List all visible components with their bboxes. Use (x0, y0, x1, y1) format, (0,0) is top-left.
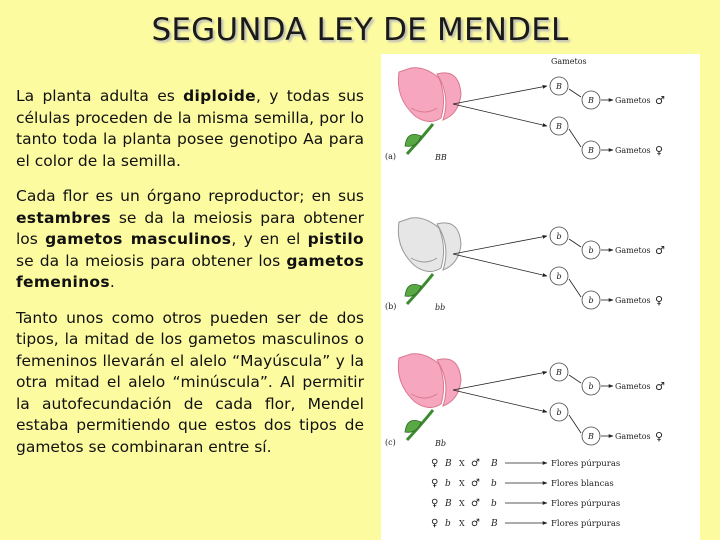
mendel-figure (381, 54, 700, 540)
gamete-circle-label: B (556, 368, 562, 377)
paragraph-3: Tanto unos como otros pueden ser de dos tipos, la mitad de los gametos masculinos o femeninos llevarán el alelo “Mayúscula” y la otra mitad el alelo “minúscula”. Al permitir la autofecundación de cada flor, Mendel estaba permitiendo que estos dos tipos de gametos se combinaran entre sí. (16, 308, 364, 456)
cross-female-allele: b (445, 519, 451, 529)
panel-label: (b) (385, 302, 397, 311)
figure-svg (381, 54, 700, 540)
gamete-circle-label: b (556, 408, 562, 417)
allele-label: B (588, 146, 594, 155)
cross-male-allele: b (491, 479, 497, 489)
leaf (405, 420, 421, 432)
cross-result: Flores púrpuras (551, 459, 621, 469)
gametes-word: Gametos (615, 246, 651, 255)
leaf (405, 284, 421, 296)
text-run: , y todas sus células proceden de la misma semilla, por lo tanto toda la planta posee genotipo Aa para el color de la semilla. (16, 87, 364, 170)
genotype-label: Bb (435, 439, 446, 448)
allele-label: B (588, 96, 594, 105)
male-icon: ♂ (471, 518, 480, 529)
text-run: La planta adulta es (16, 87, 184, 105)
cross-male-allele: B (491, 459, 498, 469)
female-icon: ♀ (431, 458, 439, 469)
gametes-word: Gametos (615, 96, 651, 105)
arrow-line (569, 129, 581, 147)
cross-x-label: X (459, 499, 465, 508)
allele-label: b (588, 246, 594, 255)
term-gametos-masculinos: gametos masculinos (45, 230, 232, 248)
cross-male-allele: B (491, 519, 498, 529)
term-estambres: estambres (16, 208, 111, 227)
text-column (16, 86, 364, 472)
slide-title: SEGUNDA LEY DE MENDEL (151, 12, 569, 48)
arrow-line (569, 239, 581, 247)
male-icon: ♂ (471, 498, 480, 509)
text-run: . (109, 273, 115, 291)
flower-petal (398, 218, 443, 272)
arrow-to-circle (453, 86, 547, 104)
male-icon: ♂ (471, 478, 480, 489)
cross-female-allele: b (445, 479, 451, 489)
cross-male-allele: b (491, 499, 497, 509)
genotype-label: BB (435, 153, 447, 162)
female-icon: ♀ (431, 498, 439, 509)
arrow-to-circle (453, 254, 547, 276)
cross-result: Flores púrpuras (551, 499, 621, 509)
paragraph-2 (16, 186, 364, 294)
cross-x-label: X (459, 519, 465, 528)
gamete-circle-label: b (556, 232, 562, 241)
arrow-to-circle (453, 372, 547, 390)
paragraph-1 (16, 86, 364, 172)
flower-petal (398, 354, 443, 408)
female-icon: ♀ (431, 518, 439, 529)
gametes-word: Gametos (615, 296, 651, 305)
arrow-line (569, 415, 581, 433)
text-run: se da la meiosis para obtener los (16, 208, 364, 248)
gametes-word: Gametos (615, 432, 651, 441)
gamete-circle-label: b (556, 272, 562, 281)
term-gametos-femeninos: gametos femeninos (16, 251, 364, 291)
allele-label: b (588, 296, 594, 305)
allele-label: B (588, 432, 594, 441)
gamete-circle-label: B (556, 122, 562, 131)
text-run: se da la meiosis para obtener los (16, 251, 287, 270)
gametes-word: Gametos (615, 146, 651, 155)
female-icon: ♀ (431, 478, 439, 489)
arrow-line (569, 89, 581, 97)
text-run: , y en el (231, 230, 308, 248)
cross-x-label: X (459, 459, 465, 468)
panel-label: (a) (385, 152, 397, 161)
genotype-label: bb (435, 303, 446, 312)
gamete-circle-label: B (556, 82, 562, 91)
cross-female-allele: B (445, 459, 452, 469)
arrow-to-circle (453, 390, 547, 412)
arrow-line (569, 375, 581, 383)
allele-label: b (588, 382, 594, 391)
gametes-header: Gametos (551, 57, 587, 66)
leaf (405, 134, 421, 146)
male-icon: ♂ (655, 244, 665, 257)
arrow-to-circle (453, 104, 547, 126)
male-icon: ♂ (655, 380, 665, 393)
arrow-to-circle (453, 236, 547, 254)
flower-petal (398, 68, 443, 122)
panel-label: (c) (385, 438, 396, 447)
female-icon: ♀ (655, 144, 664, 157)
term-pistilo: pistilo (307, 230, 364, 248)
gametes-word: Gametos (615, 382, 651, 391)
text-run: Cada flor es un órgano reproductor; en sus (16, 187, 364, 205)
female-icon: ♀ (655, 294, 664, 307)
cross-female-allele: B (445, 499, 452, 509)
arrow-line (569, 279, 581, 297)
male-icon: ♂ (655, 94, 665, 107)
female-icon: ♀ (655, 430, 664, 443)
cross-result: Flores púrpuras (551, 519, 621, 529)
cross-x-label: X (459, 479, 465, 488)
male-icon: ♂ (471, 458, 480, 469)
cross-result: Flores blancas (551, 479, 614, 489)
term-diploide: diploide (183, 87, 256, 105)
